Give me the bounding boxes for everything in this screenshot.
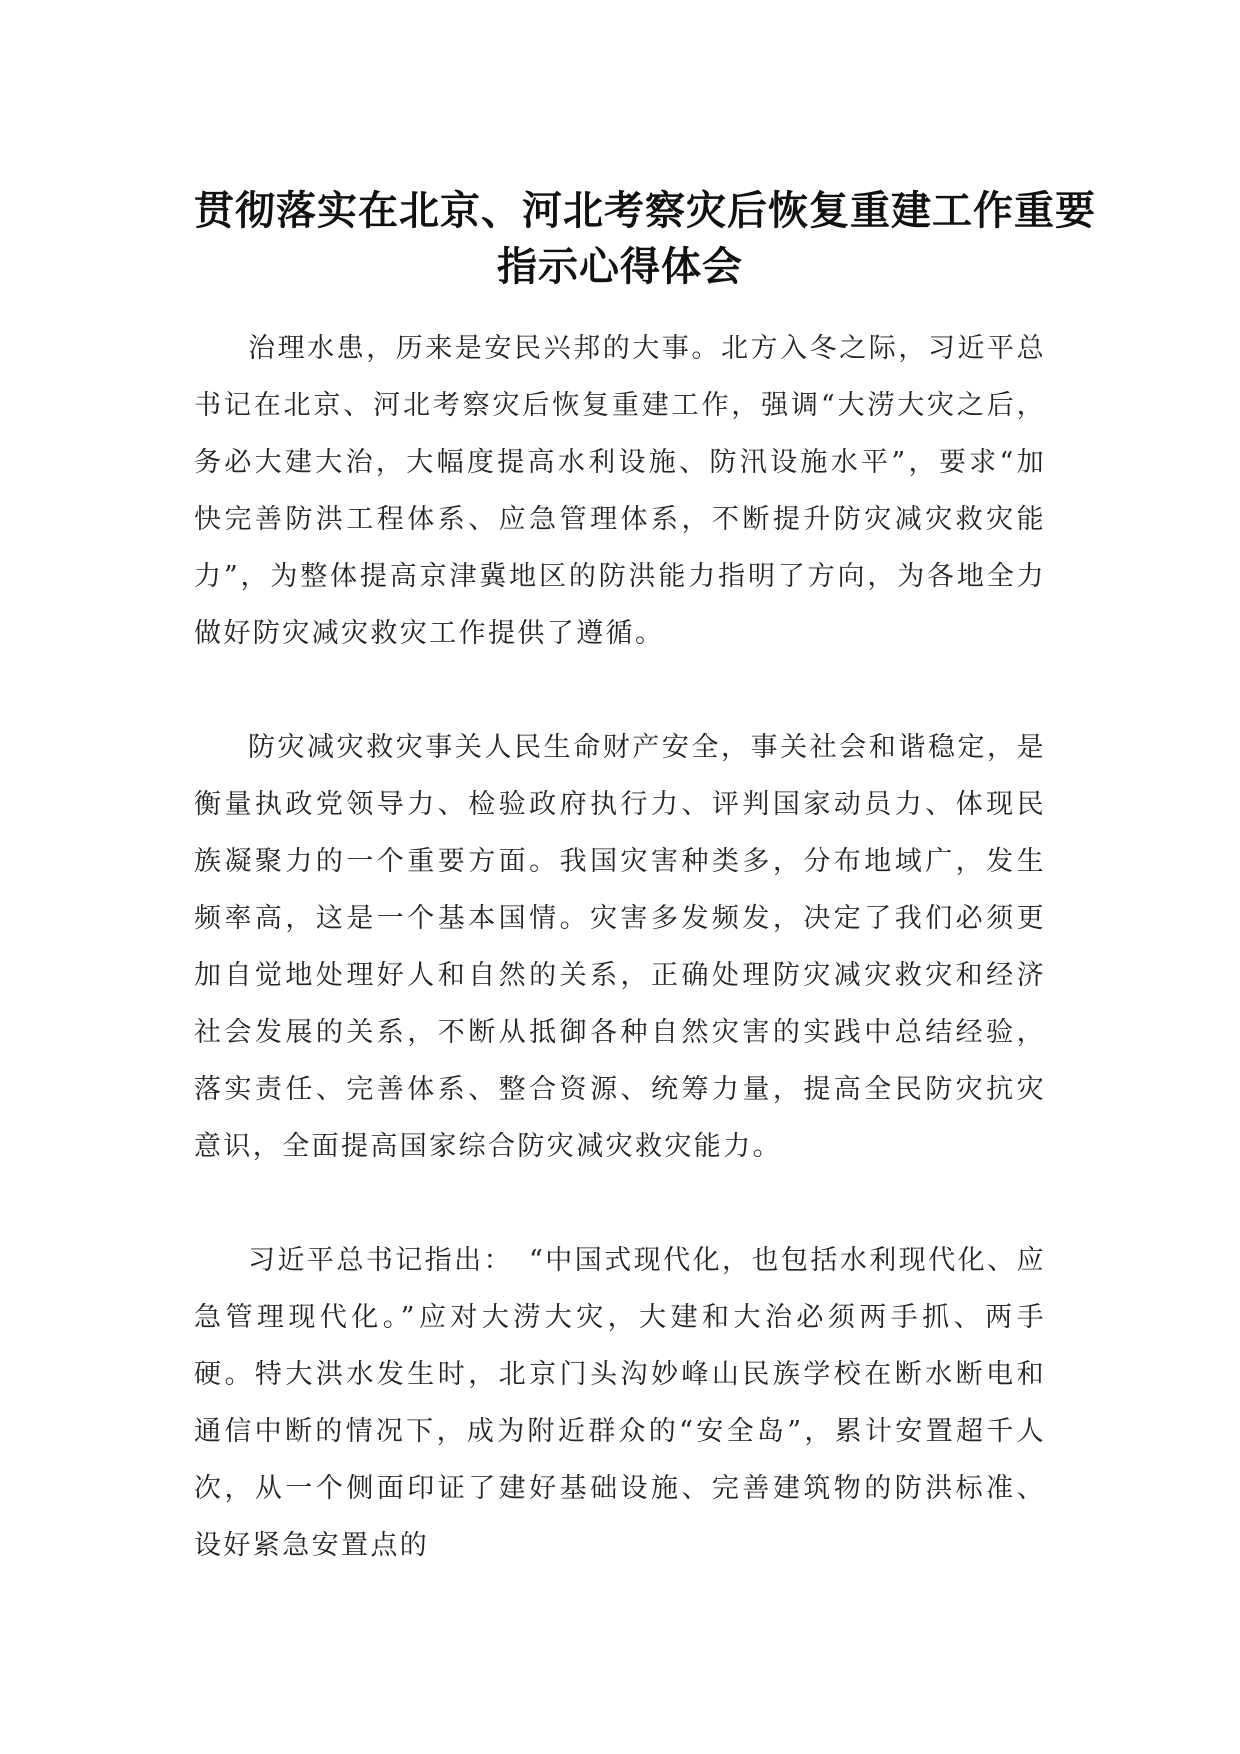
document-title-line-1: 贯彻落实在北京、河北考察灾后恢复重建工作重要 xyxy=(194,187,1096,234)
document-title xyxy=(194,183,1096,295)
document-body xyxy=(194,320,1046,1631)
paragraph-1: 治理水患，历来是安民兴邦的大事。北方入冬之际，习近平总书记在北京、河北考察灾后恢复重建工作，强调“大涝大灾之后，务必大建大治，大幅度提高水利设施、防汛设施水平”，要求“加快完善防洪工程体系、应急管理体系，不断提升防灾减灾救灾能力”，为整体提高京津冀地区的防洪能力指明了方向，为各地全力做好防灾减灾救灾工作提供了遵循。 xyxy=(194,333,1046,649)
paragraph-3: 习近平总书记指出： “中国式现代化，也包括水利现代化、应急管理现代化。”应对大涝大灾，大建和大治必须两手抓、两手硬。特大洪水发生时，北京门头沟妙峰山民族学校在断水断电和通信中断的情况下，成为附近群众的“安全岛”，累计安置超千人次，从一个侧面印证了建好基础设施、完善建筑物的防洪标准、设好紧急安置点的 xyxy=(194,1245,1046,1561)
document-title-line-2: 指示心得体会 xyxy=(497,243,743,290)
paragraph-2: 防灾减灾救灾事关人民生命财产安全，事关社会和谐稳定，是衡量执政党领导力、检验政府执行力、评判国家动员力、体现民族凝聚力的一个重要方面。我国灾害种类多，分布地域广，发生频率高，这是一个基本国情。灾害多发频发，决定了我们必须更加自觉地处理好人和自然的关系，正确处理防灾减灾救灾和经济社会发展的关系，不断从抵御各种自然灾害的实践中总结经验，落实责任、完善体系、整合资源、统筹力量，提高全民防灾抗灾意识，全面提高国家综合防灾减灾救灾能力。 xyxy=(194,732,1046,1162)
